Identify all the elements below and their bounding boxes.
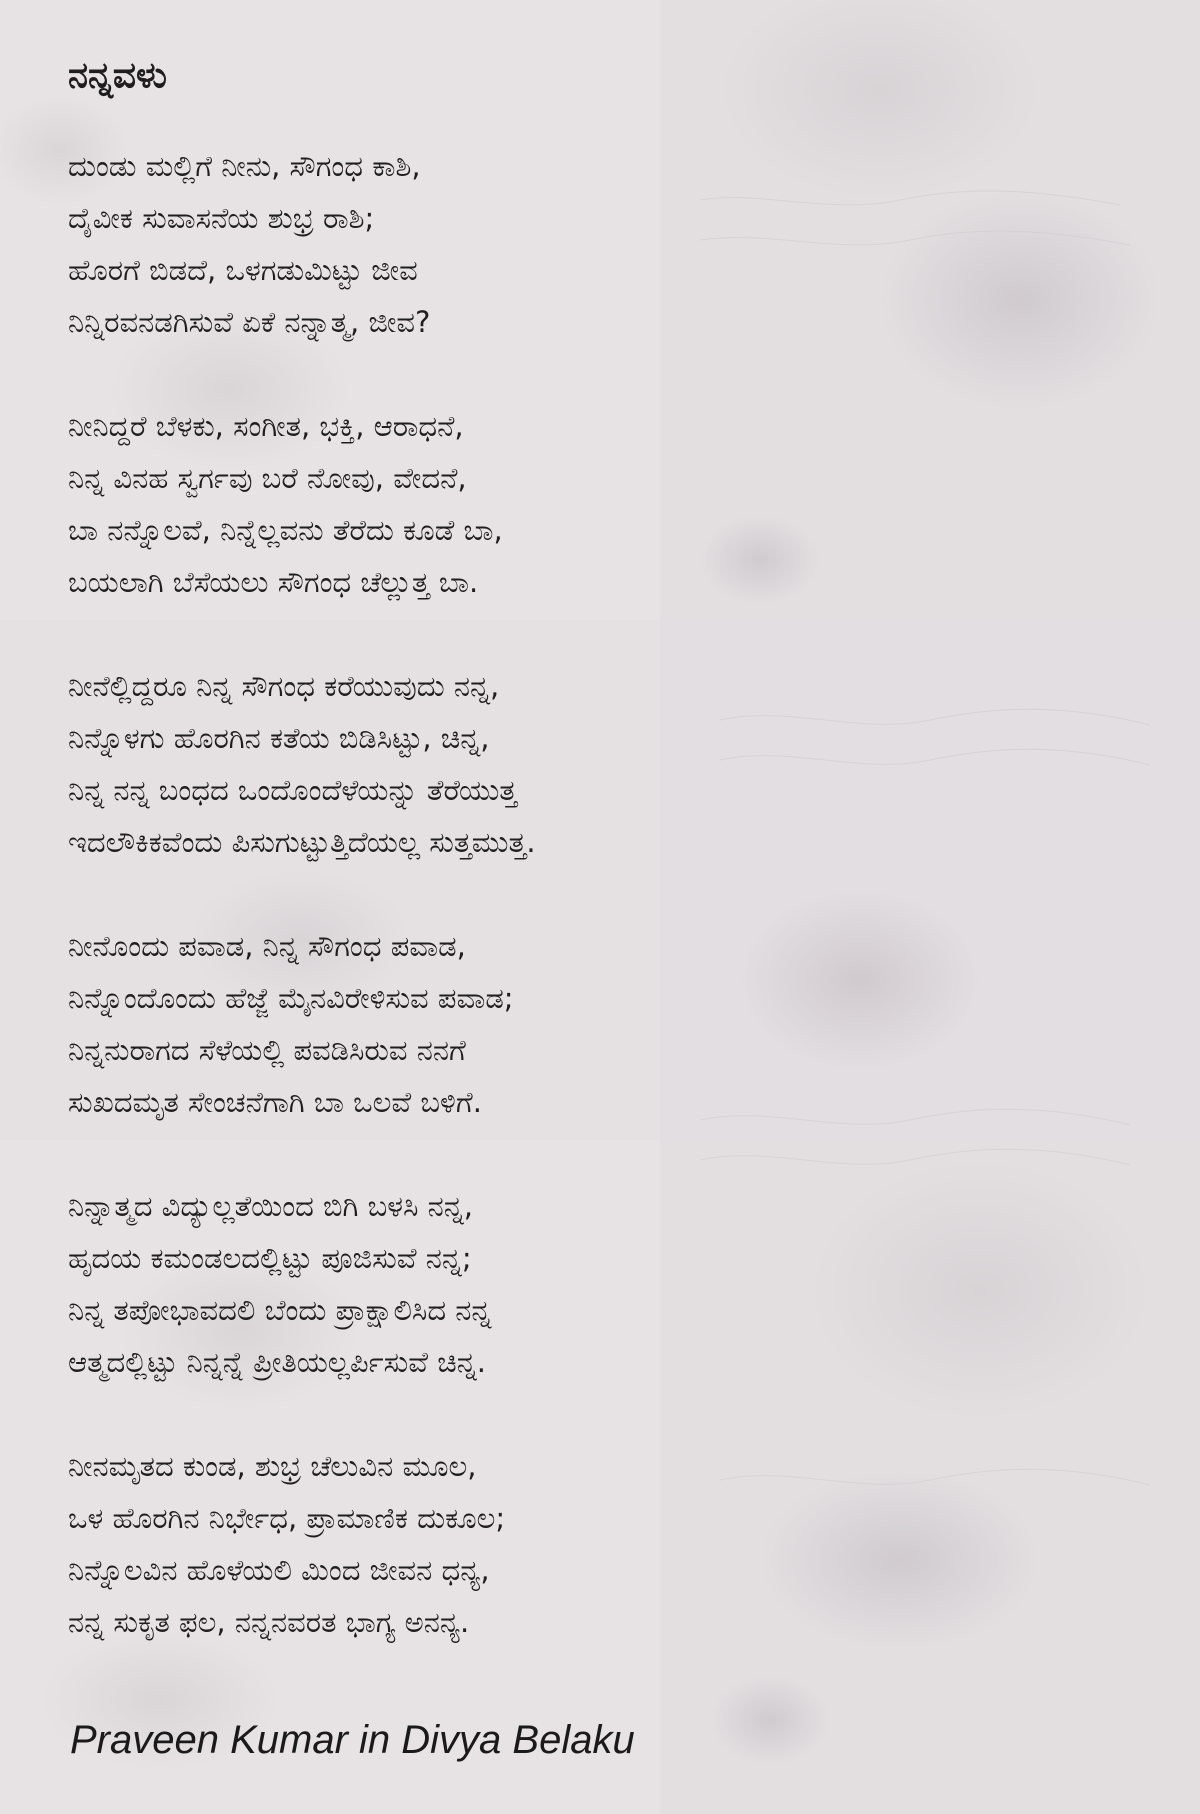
- poem-line: ದೈವೀಕ ಸುವಾಸನೆಯ ಶುಭ್ರ ರಾಶಿ;: [68, 201, 375, 235]
- poem-line: ನಿನ್ನ ನನ್ನ ಬಂಧದ ಒಂದೊಂದೆಳೆಯನ್ನು ತೆರೆಯುತ್ತ: [68, 773, 518, 807]
- poem-container: [68, 50, 1128, 1700]
- poem-line: ಒಳ ಹೊರಗಿನ ನಿರ್ಭೇಧ, ಪ್ರಾಮಾಣಿಕ ದುಕೂಲ;: [68, 1501, 506, 1535]
- poem-line: ಹೊರಗೆ ಬಿಡದೆ, ಒಳಗಡುಮಿಟ್ಟು ಜೀವ: [68, 253, 418, 287]
- poem-title: ನನ್ನವಳು: [68, 55, 168, 96]
- author-credit: Praveen Kumar in Divya Belaku: [70, 1718, 635, 1762]
- poem-line: ಇದಲೌಕಿಕವೆಂದು ಪಿಸುಗುಟ್ಟುತ್ತಿದೆಯಲ್ಲ ಸುತ್ತಮುತ್ತ.: [68, 825, 536, 859]
- poem-line: ನಿನ್ನೊಳಗು ಹೊರಗಿನ ಕತೆಯ ಬಿಡಿಸಿಟ್ಟು, ಚಿನ್ನ,: [68, 721, 490, 755]
- poem-line: ನಿನ್ನೊಲವಿನ ಹೊಳೆಯಲಿ ಮಿಂದ ಜೀವನ ಧನ್ಯ,: [68, 1553, 490, 1587]
- stanza-1: [68, 140, 1128, 348]
- poem-line: ನಿನ್ನನುರಾಗದ ಸೆಳೆಯಲ್ಲಿ ಪವಡಿಸಿರುವ ನನಗೆ: [68, 1033, 466, 1067]
- stanza-3: [68, 660, 1128, 868]
- poem-line: ಹೃದಯ ಕಮಂಡಲದಲ್ಲಿಟ್ಟು ಪೂಜಿಸುವೆ ನನ್ನ;: [68, 1241, 472, 1275]
- poem-line: ನಿನ್ನ ತಪೋಭಾವದಲಿ ಬೆಂದು ಪ್ರಾಕ್ಷಾಲಿಸಿದ ನನ್ನ: [68, 1293, 492, 1327]
- poem-line: ನೀನಿದ್ದರೆ ಬೆಳಕು, ಸಂಗೀತ, ಭಕ್ತಿ, ಆರಾಧನೆ,: [68, 409, 464, 443]
- stanza-4: [68, 920, 1128, 1128]
- poem-line: ನಿನ್ನ ವಿನಹ ಸ್ವರ್ಗವು ಬರೆ ನೋವು, ವೇದನೆ,: [68, 461, 467, 495]
- poem-line: ದುಂಡು ಮಲ್ಲಿಗೆ ನೀನು, ಸೌಗಂಧ ಕಾಶಿ,: [68, 149, 421, 183]
- stanza-5: [68, 1180, 1128, 1388]
- poem-line: ನನ್ನ ಸುಕೃತ ಫಲ, ನನ್ನನವರತ ಭಾಗ್ಯ ಅನನ್ಯ.: [68, 1605, 470, 1639]
- stanza-6: [68, 1440, 1128, 1648]
- poem-line: ನಿನ್ನೊಂದೊಂದು ಹೆಜ್ಜೆ ಮೈನವಿರೇಳಿಸುವ ಪವಾಡ;: [68, 981, 514, 1015]
- poem-line: ಬಯಲಾಗಿ ಬೆಸೆಯಲು ಸೌಗಂಧ ಚೆಲ್ಲುತ್ತ ಬಾ.: [68, 565, 479, 599]
- poem-line: ನೀನಮೃತದ ಕುಂಡ, ಶುಭ್ರ ಚೆಲುವಿನ ಮೂಲ,: [68, 1449, 477, 1483]
- stanza-2: [68, 400, 1128, 608]
- poem-line: ಆತ್ಮದಲ್ಲಿಟ್ಟು ನಿನ್ನನ್ನೆ ಪ್ರೀತಿಯಲ್ಲರ್ಪಿಸುವೆ ಚಿನ್ನ.: [68, 1345, 487, 1379]
- poem-line: ನೀನೆಲ್ಲಿದ್ದರೂ ನಿನ್ನ ಸೌಗಂಧ ಕರೆಯುವುದು ನನ್ನ,: [68, 669, 500, 703]
- poem-line: ಸುಖದಮೃತ ಸೇಂಚನೆಗಾಗಿ ಬಾ ಒಲವೆ ಬಳಿಗೆ.: [68, 1085, 482, 1119]
- poem-line: ನಿನ್ನಾತ್ಮದ ವಿದ್ಯುಲ್ಲತೆಯಿಂದ ಬಿಗಿ ಬಳಸಿ ನನ್ನ,: [68, 1189, 473, 1223]
- poem-line: ಬಾ ನನ್ನೊಲವೆ, ನಿನ್ನೆಲ್ಲವನು ತೆರೆದು ಕೂಡೆ ಬಾ,: [68, 513, 503, 547]
- poem-line: ನೀನೊಂದು ಪವಾಡ, ನಿನ್ನ ಸೌಗಂಧ ಪವಾಡ,: [68, 929, 466, 963]
- poem-line: ನಿನ್ನಿರವನಡಗಿಸುವೆ ಏಕೆ ನನ್ನಾತ್ಮ, ಜೀವ?: [68, 305, 431, 339]
